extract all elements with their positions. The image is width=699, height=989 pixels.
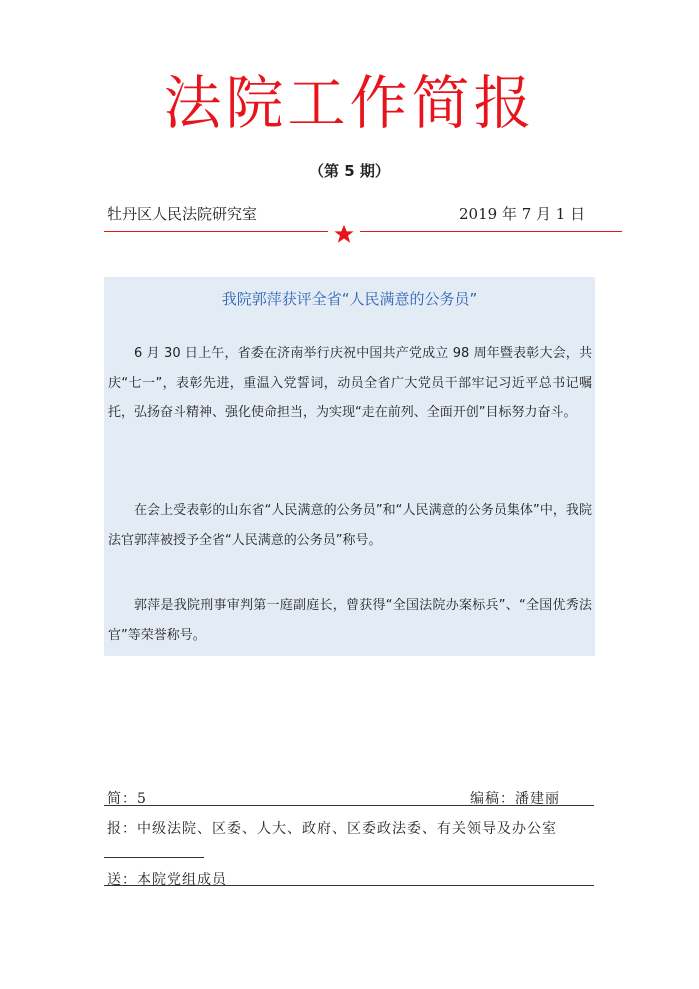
article-headline: 我院郭萍获评全省“人民满意的公务员” [221,290,478,308]
footer-editor: 编稿：潘建丽 [470,791,560,807]
footer-rule [104,857,204,858]
footer-copies: 简：5 [107,791,147,807]
masthead-title: 法院工作简报 [163,69,536,137]
article-paragraph: 郭萍是我院刑事审判第一庭副庭长，曾获得“全国法院办案标兵”、“全国优秀法官”等荣誉称号。 [108,598,592,643]
footer-rule [104,805,594,806]
footer-distribution: 送：本院党组成员 [107,872,227,888]
footer-rule [104,885,594,886]
article-paragraph: 6 月 30 日上午，省委在济南举行庆祝中国共产党成立 98 周年暨表彰大会，共庆“七一”，表彰先进，重温入党誓词，动员全省广大党员干部牢记习近平总书记嘱托，弘扬奋斗精神、强化使命担当，为实现“走在前列、全面开创”目标努力奋斗。 [108,346,592,420]
article-paragraph: 在会上受表彰的山东省“人民满意的公务员”和“人民满意的公务员集体”中，我院法官郭萍被授予全省“人民满意的公务员”称号。 [108,503,592,548]
issue-number: （第 5 期） [309,162,390,180]
header-rule-left [104,231,328,232]
issue-date: 2019 年 7 月 1 日 [459,205,586,223]
header-rule-right [360,231,622,232]
issuing-office: 牡丹区人民法院研究室 [107,205,258,223]
star-icon [333,223,355,245]
footer-recipients: 报：中级法院、区委、人大、政府、区委政法委、有关领导及办公室 [107,821,557,837]
